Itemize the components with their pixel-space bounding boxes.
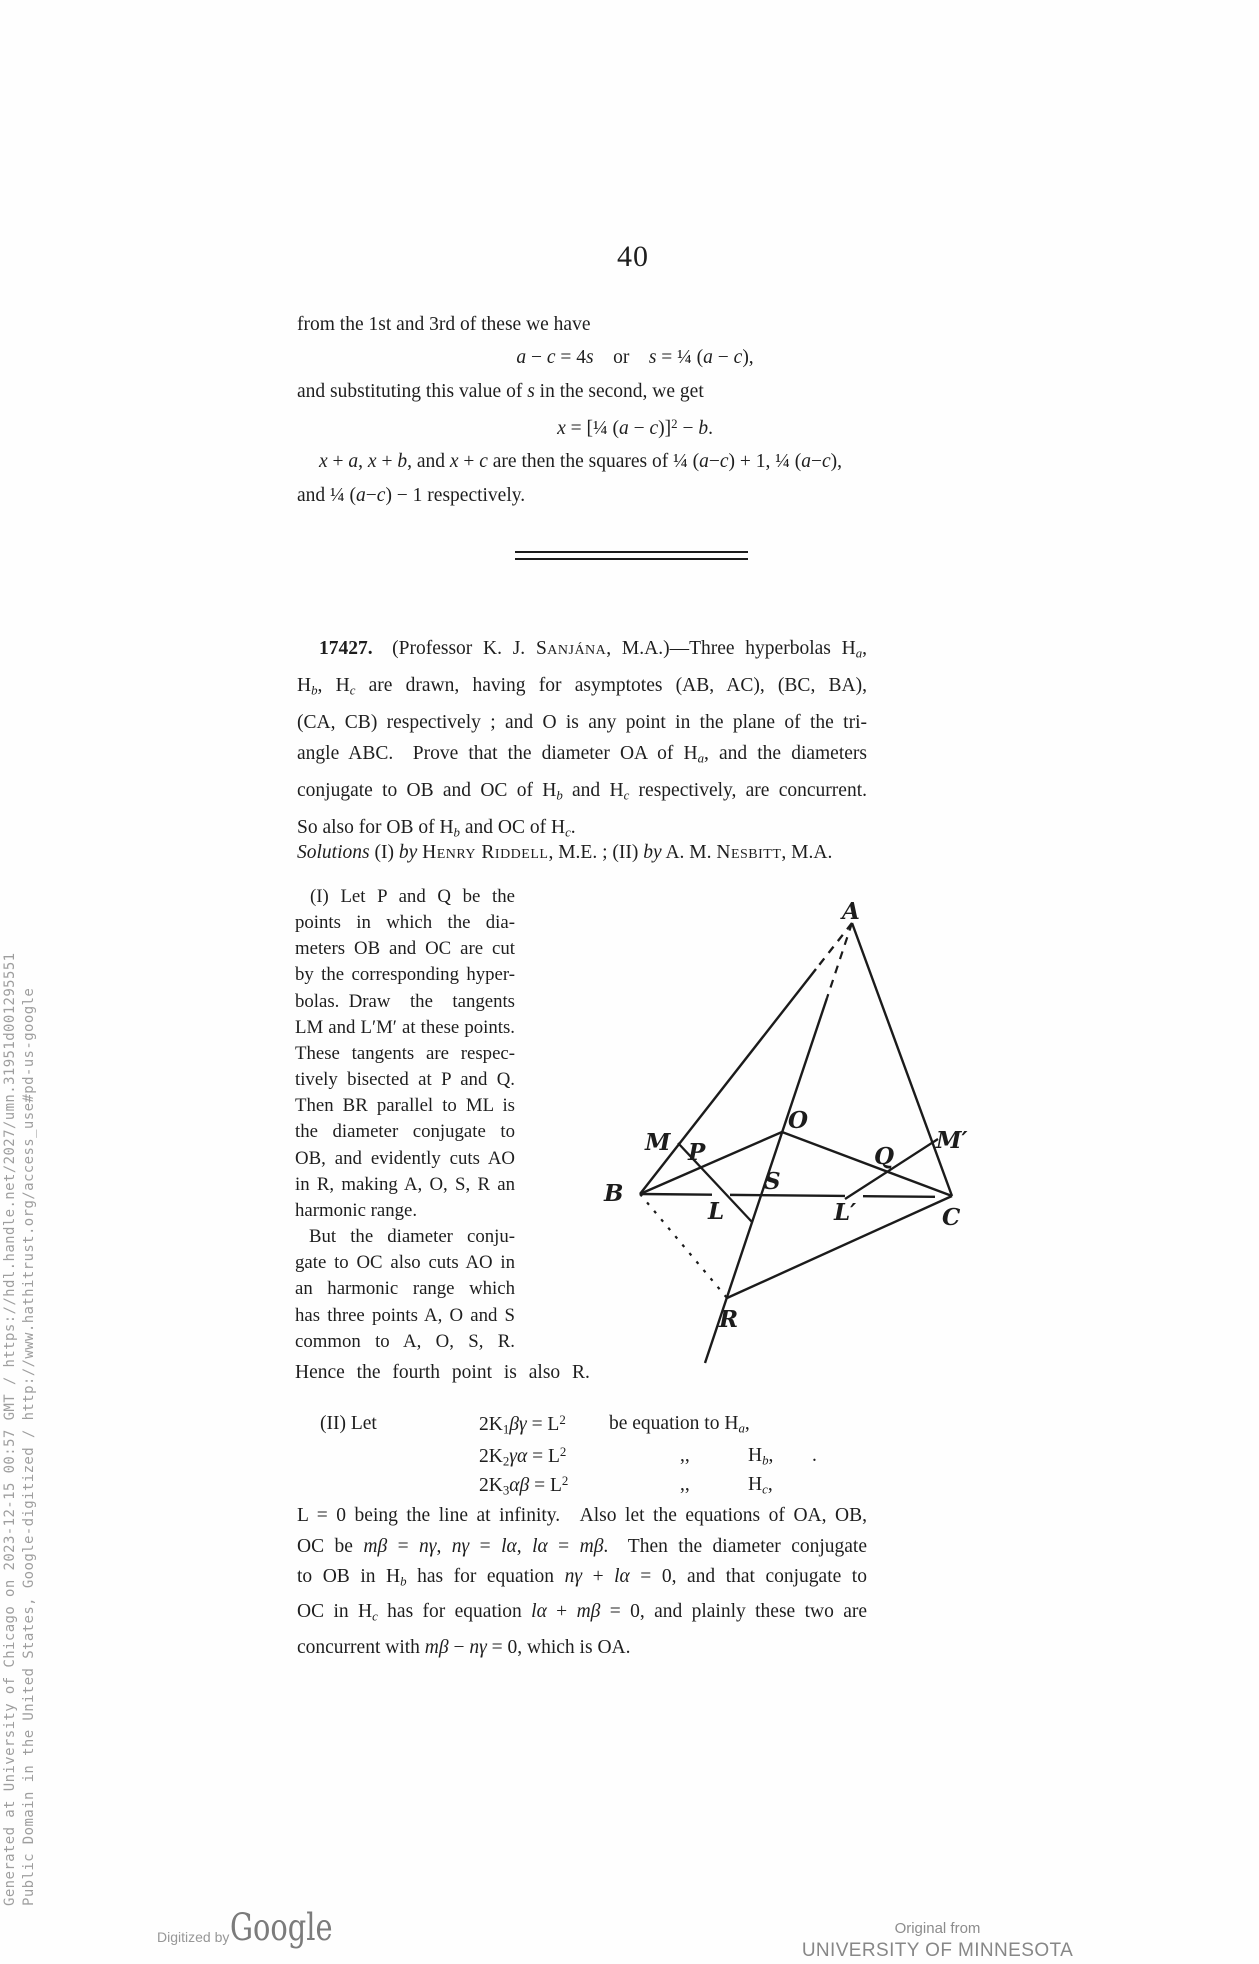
line-ao-upper-dash [827, 923, 852, 998]
stray-dot: . [812, 1445, 817, 1466]
text-line: meters OB and OC are cut [295, 938, 515, 960]
ditto-mark: ,, [680, 1445, 690, 1466]
text-line: So also for OB of $H_b$ and OC of $H_c$. [297, 817, 576, 840]
solution-two-paragraph [297, 1501, 867, 1663]
text-line: These tangents are respec- [295, 1042, 515, 1064]
text-line: points in which the dia- [295, 912, 515, 934]
text-line: from the 1st and 3rd of these we have [297, 314, 591, 335]
text-line: L = 0 being the line at infinity. Also let the equations of OA, OB, [297, 1505, 867, 1526]
line-oc [782, 1132, 952, 1196]
solution-two-row1 [0, 1413, 750, 1443]
ditto-mark: ,, [680, 1474, 690, 1495]
label-M: M [645, 1129, 671, 1156]
text-line: angle ABC. Prove that the diameter OA of $H_a$, and the diameters [297, 743, 867, 766]
label-A: A [842, 898, 860, 925]
equation-tail: be equation to $H_a$, [609, 1413, 750, 1436]
text-line: OB, and evidently cuts AO [295, 1147, 515, 1169]
label-C: C [942, 1204, 961, 1231]
solution-one-column [295, 884, 515, 1355]
label-L-prime: L′ [834, 1199, 857, 1226]
text-line: OC be mβ = nγ, nγ = lα, lα = mβ. Then the diameter conjugate [297, 1535, 867, 1557]
text-line: bolas. Draw the tangents [295, 990, 515, 1012]
text-line: the diameter conjugate to [295, 1121, 515, 1143]
text-line: tively bisected at P and Q. [295, 1069, 515, 1091]
problem-statement [297, 633, 867, 849]
text-line: (CA, CB) respectively ; and O is any point in the plane of the tri- [297, 712, 867, 733]
label-M-prime: M′ [936, 1127, 968, 1154]
text-line: harmonic range. [295, 1199, 418, 1221]
text-line: But the diameter conju- [309, 1226, 515, 1248]
equation: x = [¼ (a − c)]$^2$ − b. [557, 417, 713, 439]
original-from-label: Original from [894, 1920, 981, 1937]
figure-labels [603, 898, 968, 1333]
intro-block [297, 308, 867, 512]
text-line: to OB in $H_b$ has for equation nγ + lα = 0, and that conjugate to [297, 1566, 867, 1589]
text-line: x + a, x + b, and x + c are then the squares of ¼ (a−c) + 1, ¼ (a−c), [319, 451, 843, 473]
text-line: by the corresponding hyper- [295, 964, 515, 986]
label-Q: Q [874, 1143, 895, 1170]
text-line: has three points A, O and S [295, 1304, 515, 1326]
hyperbola-symbol: $H_b$, [748, 1445, 774, 1468]
label-O: O [788, 1107, 809, 1134]
text-line: OC in $H_c$ has for equation lα + mβ = 0, and plainly these two are [297, 1601, 867, 1624]
text-line: and ¼ (a−c) − 1 respectively. [297, 484, 526, 506]
solution-two-row3 [0, 1474, 773, 1504]
side-ab-upper-dash [816, 923, 852, 969]
text-line: and substituting this value of s in the second, we get [297, 380, 704, 402]
text-line: gate to OC also cuts AO in [295, 1252, 515, 1274]
text-line: conjugate to OB and OC of $H_b$ and $H_c$ respectively, are concurrent. [297, 780, 867, 803]
side-ac [852, 923, 952, 1196]
hence-line: Hence the fourth point is also R. [295, 1362, 590, 1383]
text-line: common to A, O, S, R. [295, 1330, 515, 1352]
hyperbola-symbol: $H_c$, [748, 1474, 773, 1497]
text-line: LM and L′M′ at these points. [295, 1016, 515, 1038]
side-bc [640, 1194, 952, 1197]
equation: $2K_3\alpha\beta = L^2$ [479, 1474, 569, 1498]
label-B: B [604, 1180, 624, 1207]
let-label: (II) Let [320, 1413, 377, 1434]
digitized-by-label: Digitized by [157, 1929, 230, 1945]
equation: $2K_2\gamma\alpha = L^2$ [479, 1445, 567, 1469]
text-line: an harmonic range which [295, 1278, 515, 1300]
label-L: L [708, 1198, 725, 1225]
institution-name: UNIVERSITY OF MINNESOTA [801, 1940, 1074, 1961]
figure-lines [640, 923, 952, 1363]
page-number: 40 [617, 240, 649, 273]
equation: $2K_1\beta\gamma = L^2$ [479, 1413, 566, 1437]
text-line: $H_b$, $H_c$ are drawn, having for asymptotes (AB, AC), (BC, BA), [297, 675, 867, 698]
triangle-figure [540, 880, 1010, 1380]
label-S: S [764, 1168, 781, 1195]
margin-publicdomain-line: Public Domain in the United States, Google-digitized / http://www.hathitrust.org/access_use#pd-us-google [21, 987, 37, 1906]
label-P: P [688, 1139, 706, 1166]
text-line: 17427. (Professor K. J. Sanjána, M.A.)—Three hyperbolas $H_a$, [319, 638, 867, 661]
solution-two-row2 [0, 1445, 817, 1475]
margin-generated-line: Generated at University of Chicago on 2023-12-15 00:57 GMT / https://hdl.handle.net/2027/umn.31951d001295551 [2, 952, 18, 1906]
section-divider-rule [515, 551, 748, 560]
side-ab [640, 969, 816, 1194]
text-line: concurrent with mβ − nγ = 0, which is OA. [297, 1636, 631, 1658]
label-R: R [719, 1306, 739, 1333]
equation: a − c = 4s or s = ¼ (a − c), [516, 347, 754, 369]
text-line: (I) Let P and Q be the [310, 886, 515, 907]
google-logo: Google [230, 1906, 333, 1949]
text-line: in R, making A, O, S, R an [295, 1173, 515, 1195]
solutions-heading: Solutions (I) by Henry Riddell, M.E. ; (II) by A. M. Nesbitt, M.A. [297, 842, 833, 863]
text-line: Then BR parallel to ML is [295, 1095, 515, 1117]
